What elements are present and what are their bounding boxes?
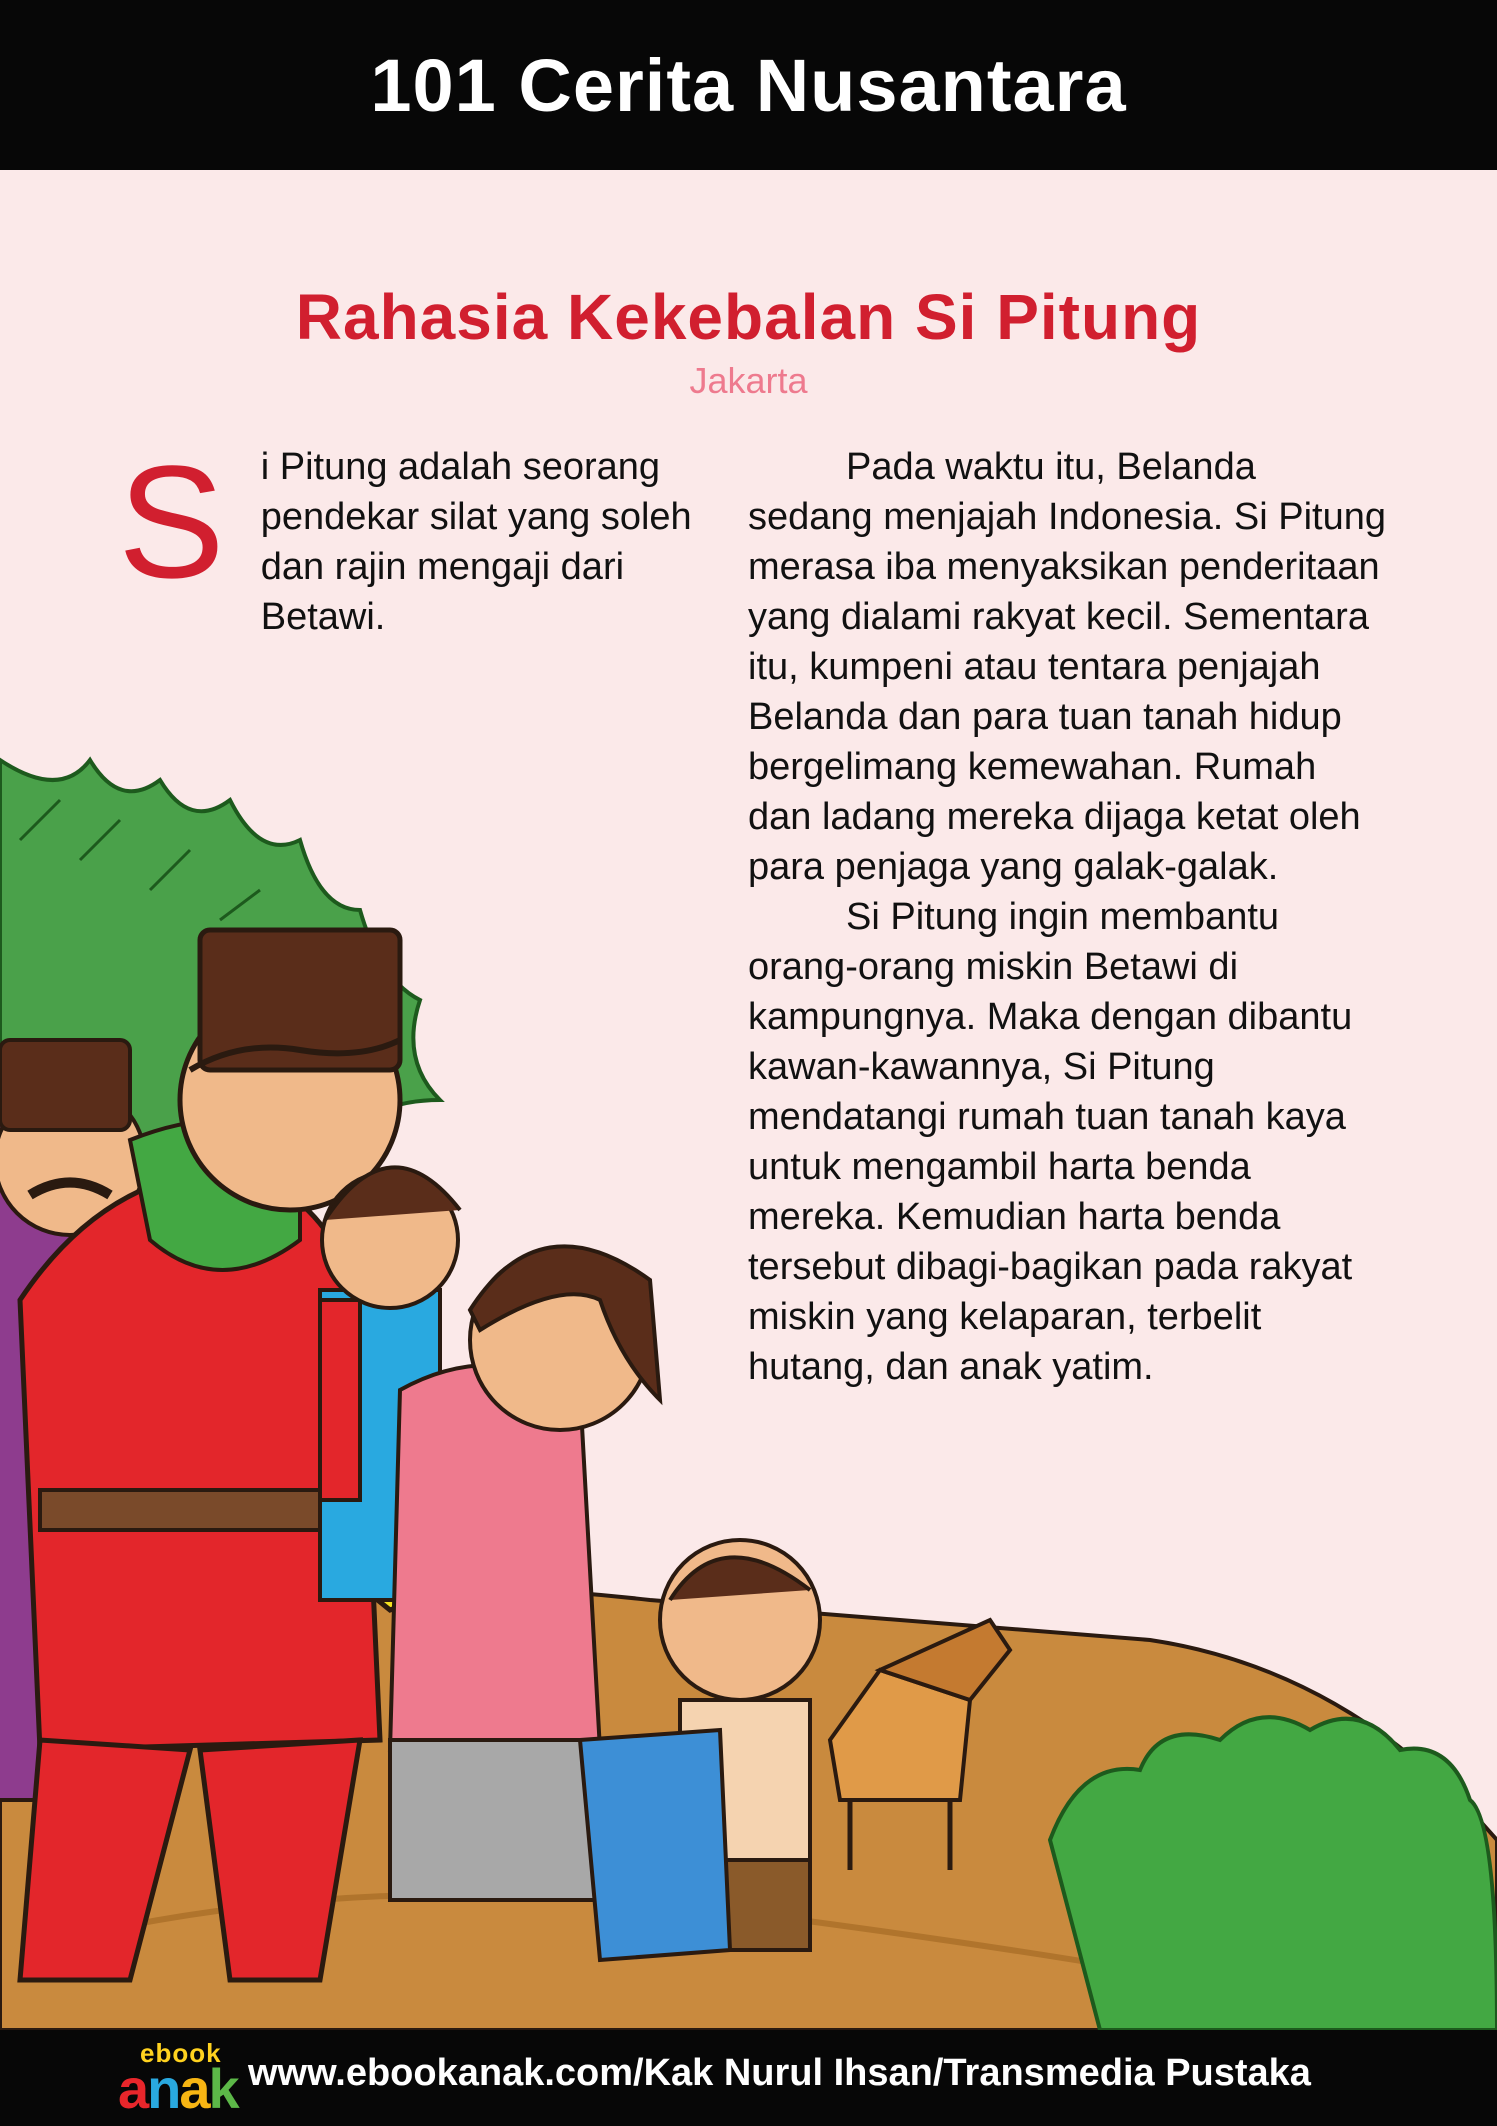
intro-paragraph — [118, 432, 718, 642]
logo-letter: a — [118, 2057, 148, 2120]
logo-main-text — [118, 2056, 238, 2121]
story-region: Jakarta — [689, 360, 808, 401]
ebookanak-logo — [118, 2038, 240, 2118]
page-footer — [0, 2030, 1497, 2126]
logo-letter: n — [147, 2057, 180, 2120]
story-illustration — [0, 740, 1497, 2030]
book-title: 101 Cerita Nusantara — [370, 43, 1127, 127]
logo-top-text: ebook — [140, 2038, 222, 2068]
story-paragraph-3: Si Pitung ingin membantu orang-orang miskin Betawi di kampungnya. Maka dengan dibantu kawan-kawannya, Si Pitung mendatangi rumah tuan tanah kaya untuk mengambil harta benda mereka. Kemudian harta benda tersebut dibagi-bagikan pada rakyat miskin yang kelaparan, terbelit hutang, dan anak yatim. — [748, 896, 1353, 1388]
page-header — [0, 0, 1497, 170]
story-title: Rahasia Kekebalan Si Pitung — [295, 281, 1202, 353]
drop-cap: S — [118, 432, 225, 611]
story-paragraph-2: Pada waktu itu, Belanda sedang menjajah Indonesia. Si Pitung merasa iba menyaksikan penderitaan yang dialami rakyat kecil. Sementara itu, kumpeni atau tentara penjajah Belanda dan para tuan tanah hidup bergelimang kemewahan. Rumah dan ladang mereka dijaga ketat oleh para penjaga yang galak-galak. — [748, 446, 1387, 888]
footer-credit: www.ebookanak.com/Kak Nurul Ihsan/Transmedia Pustaka — [248, 2052, 1311, 2094]
logo-letter: a — [179, 2057, 209, 2120]
intro-text: i Pitung adalah seorang pendekar silat yang soleh dan rajin mengaji dari Betawi. — [260, 446, 692, 638]
logo-letter: k — [208, 2057, 238, 2120]
